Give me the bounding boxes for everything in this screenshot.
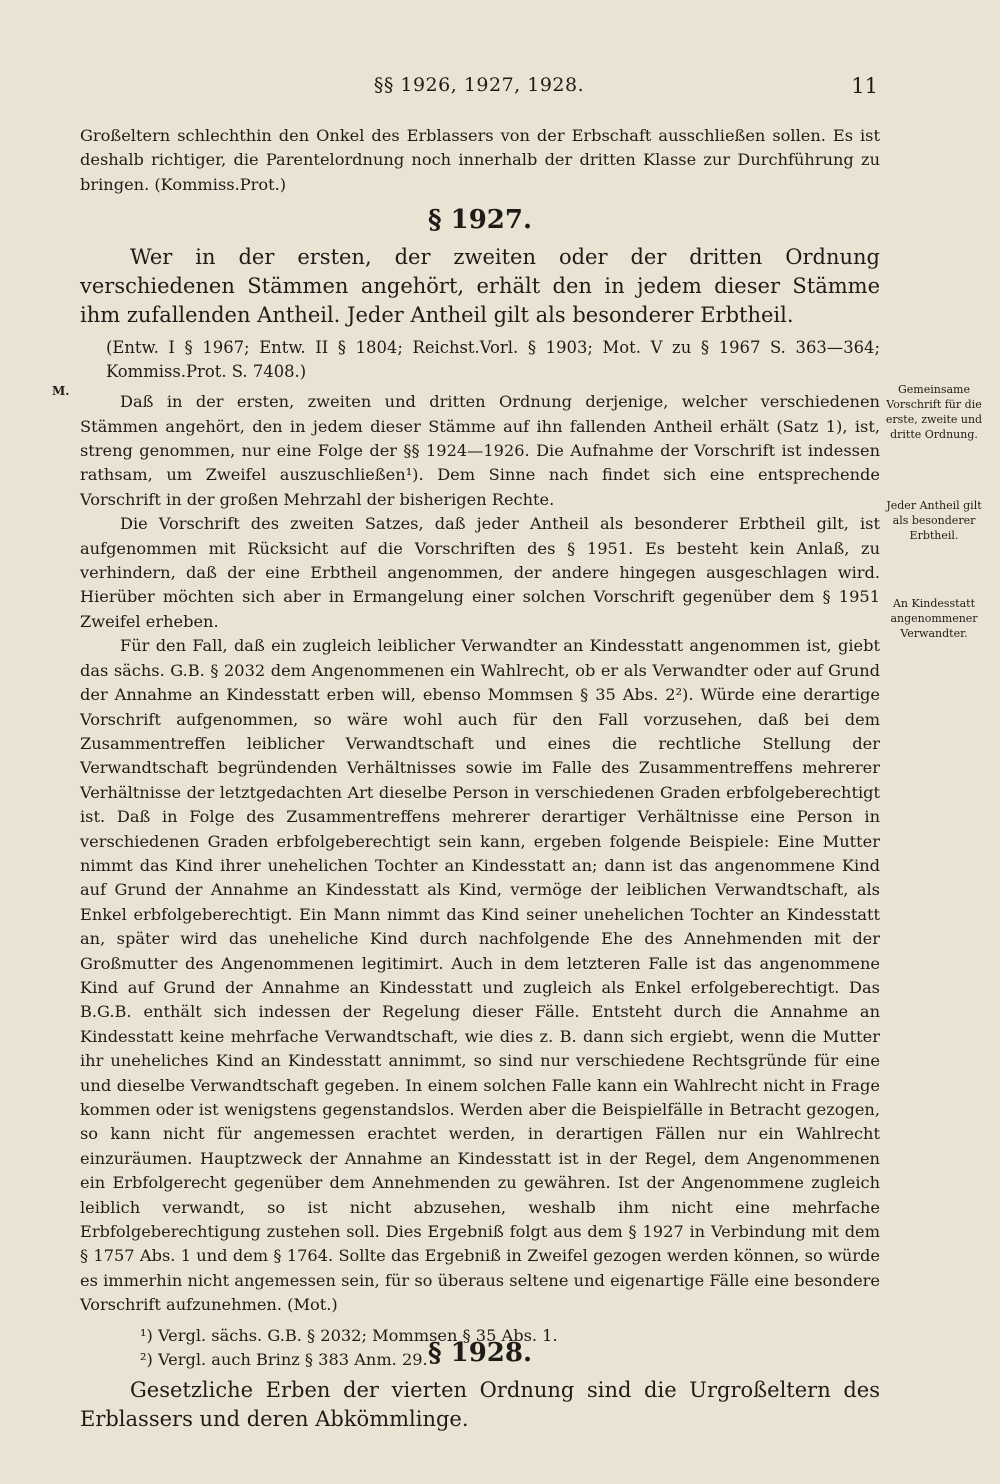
running-head-title: §§ 1926, 1927, 1928. — [373, 74, 585, 96]
law-text-1928: Gesetzliche Erben der vierten Ordnung sind die Urgroßeltern des Erblassers und deren Abkömmlinge. — [80, 1377, 880, 1431]
footnote: ¹) Vergl. sächs. G.B. § 2032; Mommsen § 35 Abs. 1. — [140, 1326, 558, 1345]
section-heading-1927: § 1927. — [427, 205, 533, 236]
commentary-paragraph: Die Vorschrift des zweiten Satzes, daß jeder Antheil als besonderer Erbtheil gilt, ist aufgenommen mit Rücksicht auf die Vorschriften des § 1951. Es besteht kein Anlaß, zu verhindern, daß der eine Erbtheil angenommen, der andere hingegen ausgeschlagen wird. Hierüber möchten sich aber in Ermangelung einer solchen Vorschrift gegenüber dem § 1951 Zweifel erheben. — [80, 514, 880, 631]
references-1927: (Entw. I § 1967; Entw. II § 1804; Reichst.Vorl. § 1903; Mot. V zu § 1967 S. 363—364; Kommiss.Prot. S. 7408.) — [106, 338, 880, 382]
section-heading-1928: § 1928. — [427, 1337, 533, 1368]
side-mark-motive: M. — [52, 384, 70, 398]
margin-note-adopted-relative: An Kindesstatt angenommener Verwandter. — [890, 597, 978, 640]
margin-note-separate-share: Jeder Antheil gilt als besonderer Erbtheil. — [886, 499, 982, 542]
intro-paragraph: Großeltern schlechthin den Onkel des Erblassers von der Erbschaft ausschließen sollen. Es ist deshalb richtiger, die Parentelordnung noch innerhalb der dritten Klasse zur Durchführung zu bringen. (Kommiss.Prot.) — [80, 126, 880, 194]
law-text-1927: Wer in der ersten, der zweiten oder der dritten Ordnung verschiedenen Stämmen angehört, erhält den in jedem dieser Stämme ihm zufallenden Antheil. Jeder Antheil gilt als besonderer Erbtheil. — [80, 245, 880, 328]
commentary-paragraph: Daß in der ersten, zweiten und dritten Ordnung derjenige, welcher verschiedenen Stämmen angehört, den in jedem dieser Stämme auf ihn fallenden Antheil erhält (Satz 1), ist, streng genommen, nur eine Folge der §§ 1924—1926. Die Aufnahme der Vorschrift ist indessen rathsam, um Zweifel auszuschließen¹). Dem Sinne nach findet sich eine entsprechende Vorschrift in der großen Mehrzahl der bisherigen Rechte. — [80, 392, 880, 509]
running-head — [80, 74, 878, 104]
footnotes — [140, 1324, 840, 1373]
margin-note-common-rule: Gemeinsame Vorschrift für die erste, zweite und dritte Ordnung. — [885, 383, 983, 441]
main-text — [80, 124, 880, 1434]
commentary-paragraph: Für den Fall, daß ein zugleich leiblicher Verwandter an Kindesstatt angenommen ist, giebt das sächs. G.B. § 2032 dem Angenommenen ein Wahlrecht, ob er als Verwandter oder auf Grund der Annahme an Kindesstatt erben will, ebenso Mommsen § 35 Abs. 2²). Würde eine derartige Vorschrift aufgenommen, so wäre wohl auch für den Fall vorzusehen, daß bei dem Zusammentreffen leiblicher Verwandtschaft und eines die rechtliche Stellung der Verwandtschaft begründenden Verhältnisses sowie im Falle des Zusammentreffens mehrerer Verhältnisse der letztgedachten Art dieselbe Person in verschiedenen Graden erbfolgeberechtigt ist. Daß in Folge des Zusammentreffens mehrerer derartiger Verhältnisse eine Person in verschiedenen Graden erbfolgeberechtigt sein kann, ergeben folgende Beispiele: Eine Mutter nimmt das Kind ihrer unehelichen Tochter an Kindesstatt an; dann ist das angenommene Kind auf Grund der Annahme an Kindesstatt als Kind, vermöge der leiblichen Verwandtschaft, als Enkel erbfolgeberechtigt. Ein Mann nimmt das Kind seiner unehelichen Tochter an Kindesstatt an, später wird das uneheliche Kind durch nachfolgende Ehe des Annehmenden mit der Großmutter des Angenommenen legitimirt. Auch in dem letzteren Falle ist das angenommene Kind auf Grund der Annahme an Kindesstatt und zugleich als Enkel erfolgeberechtigt. Das B.G.B. enthält sich indessen der Regelung dieser Fälle. Entsteht durch die Annahme an Kindesstatt keine mehrfache Verwandtschaft, wie dies z. B. dann sich ergiebt, wenn die Mutter ihr uneheliches Kind an Kindesstatt annimmt, so sind nur verschiedene Rechtsgründe für eine und dieselbe Verwandtschaft gegeben. In einem solchen Falle kann ein Wahlrecht nicht in Frage kommen oder ist wenigstens gegenstandslos. Werden aber die Beispielfälle in Betracht gezogen, so kann nicht für angemessen erachtet werden, in derartigen Fällen nur ein Wahlrecht einzuräumen. Hauptzweck der Annahme an Kindesstatt ist in der Regel, dem Angenommenen ein Erbfolgerecht gegenüber dem Annehmenden zu gewähren. Ist der Angenommene zugleich leiblich verwandt, so ist nicht abzusehen, weshalb ihm nicht eine mehrfache Erbfolgeberechtigung zustehen soll. Dies Ergebniß folgt aus dem § 1927 in Verbindung mit dem § 1757 Abs. 1 und dem § 1764. Sollte das Ergebniß in Zweifel gezogen werden können, so würde es immerhin nicht angemessen sein, für so überaus seltene und eigenartige Fälle eine besondere Vorschrift aufzunehmen. (Mot.) — [80, 636, 880, 1315]
page-number: 11 — [851, 74, 878, 98]
footnote: ²) Vergl. auch Brinz § 383 Anm. 29. — [140, 1350, 428, 1370]
